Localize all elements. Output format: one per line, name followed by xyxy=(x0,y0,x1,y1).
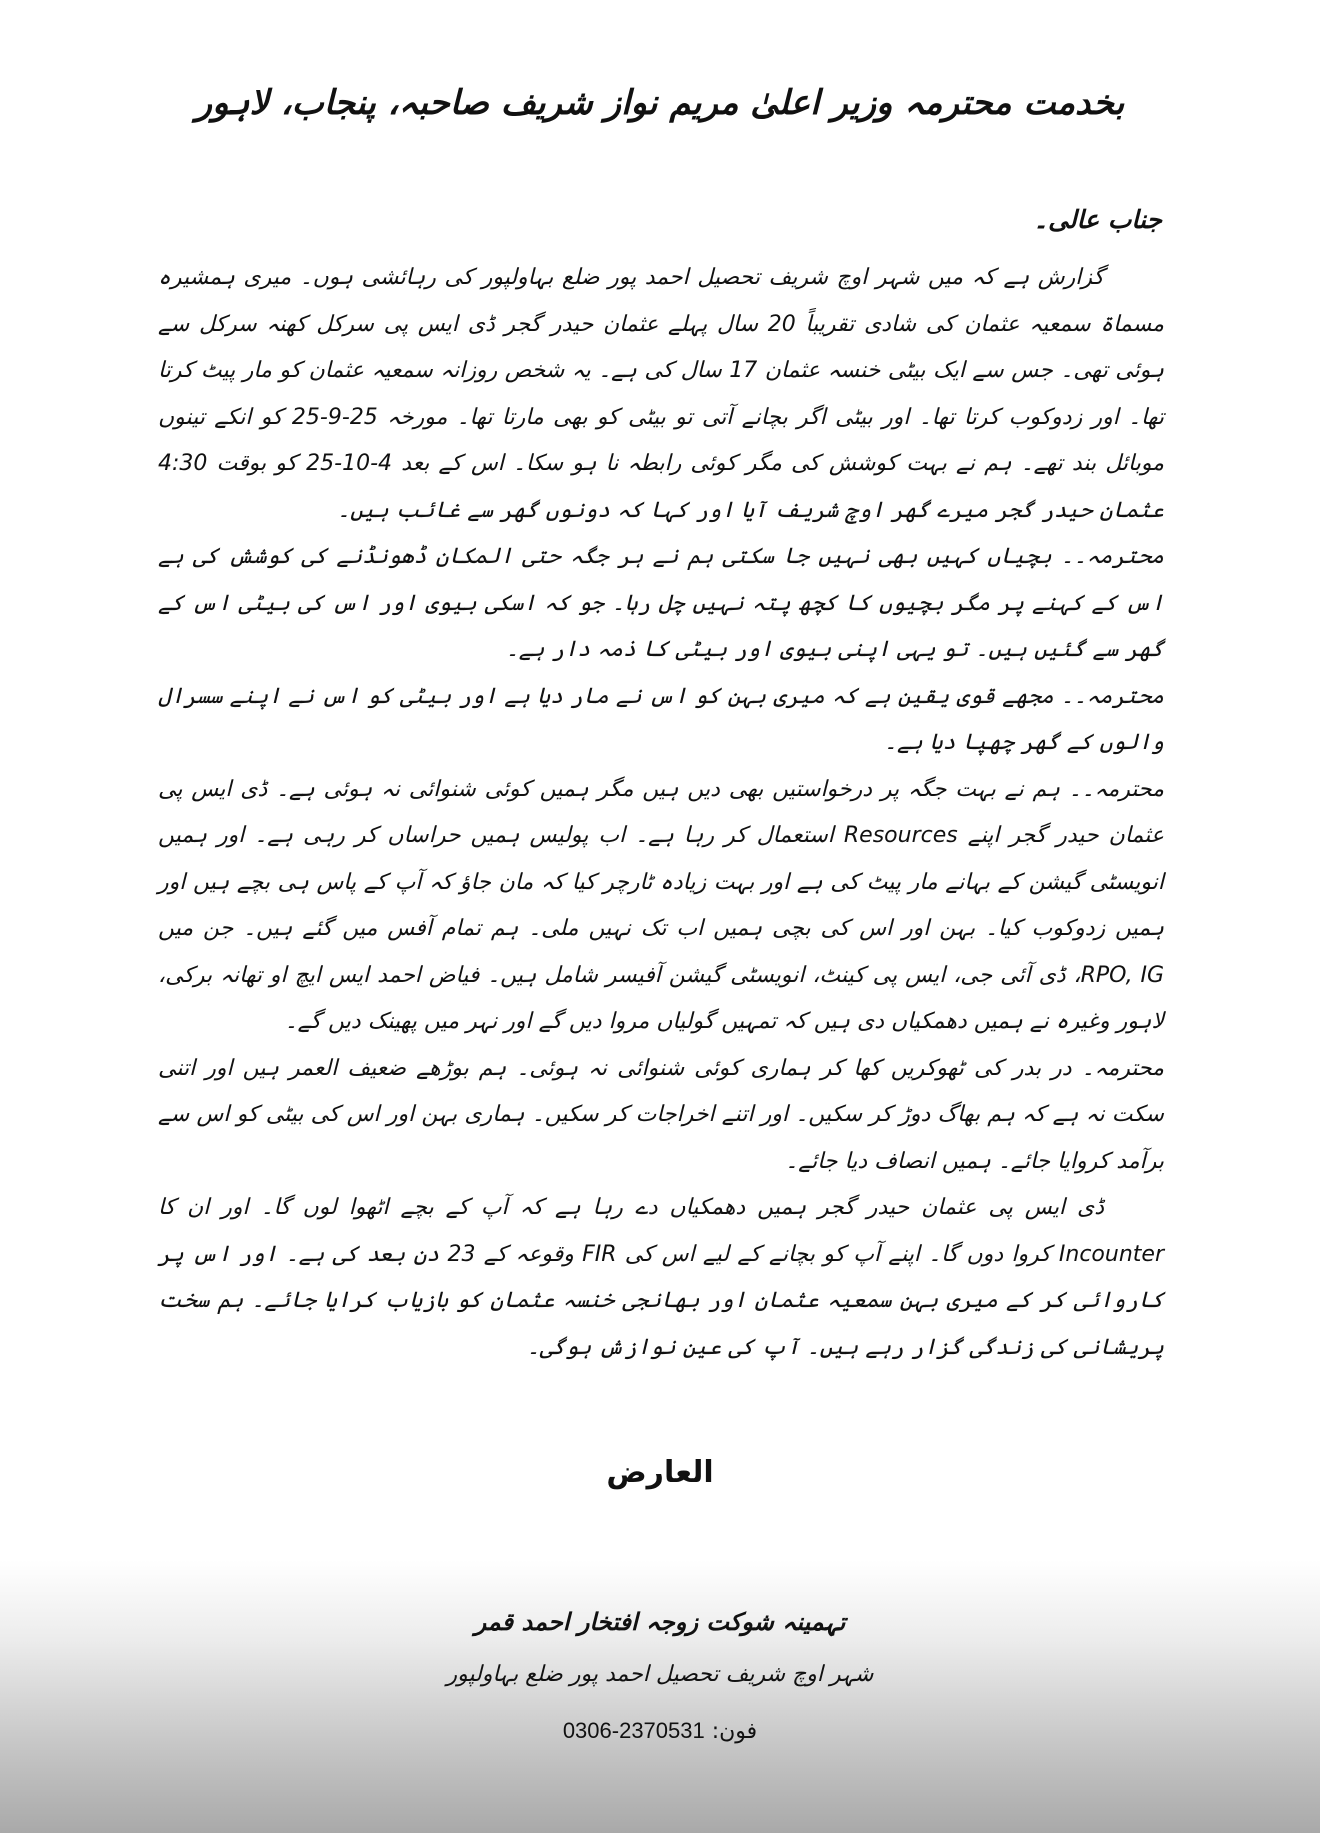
phone-label: فون: xyxy=(711,1719,758,1744)
letter-body xyxy=(158,255,1164,1371)
signatory-name: تہمینہ شوکت زوجہ افتخار احمد قمر xyxy=(474,1608,846,1636)
salutation: جناب عالی۔ xyxy=(1033,205,1162,234)
paragraph-plea: محترمہ۔ در بدر کی ٹھوکریں کھا کر ہماری کوئی شنوائی نہ ہوئی۔ ہم بوڑھے ضعیف العمر ہیں اور اتنی سکت نہ ہے کہ ہم بھاگ دوڑ کر سکیں۔ اور اتنے اخراجات کر سکیں۔ ہماری بہن اور اس کی بیٹی کو اس سے برآمد کروایا جائے۔ ہمیں انصاف دیا جائے۔ xyxy=(158,1055,1164,1174)
paragraph-threats: ڈی ایس پی عثمان حیدر گجر ہمیں دھمکیاں دے رہا ہے کہ آپ کے بچے اٹھوا لوں گا۔ اور ان کا Incounter کروا دوں گا۔ اپنے آپ کو بچانے کے لیے اس کی FIR وقوعہ کے 23 دن بعد کی ہے۔ اور اس پر کاروائی کر کے میری بہن سمعیہ عثمان اور بھانجی خنسہ عثمان کو بازیاب کرایا جائے۔ ہم سخت پریشانی کی زندگی گزار رہے ہیں۔ آپ کی عین نوازش ہوگی۔ xyxy=(158,1195,1164,1360)
paragraph-belief: محترمہ۔۔ مجھے قوی یقین ہے کہ میری بہن کو اس نے مار دیا ہے اور بیٹی کو اس نے اپنے سسرال والوں کے گھر چھپا دیا ہے۔ xyxy=(158,683,1164,755)
signatory-address: شہر اوچ شریف تحصیل احمد پور ضلع بہاولپور xyxy=(446,1662,874,1687)
paragraph-complaints: محترمہ۔۔ ہم نے بہت جگہ پر درخواستیں بھی دیں ہیں مگر ہمیں کوئی شنوائی نہ ہوئی ہے۔ ڈی ایس پی عثمان حیدر گجر اپنے Resources استعمال کر رہا ہے۔ اب پولیس ہمیں حراساں کر رہی ہے۔ اور ہمیں انویسٹی گیشن کے بہانے مار پیٹ کی ہے اور بہت زیادہ ٹارچر کیا کہ مان جاؤ کہ آپ کے پاس ہی بچے ہیں اور ہمیں زدوکوب کیا۔ بہن اور اس کی بچی ہمیں اب تک نہیں ملی۔ ہم تمام آفس میں گئے ہیں۔ جن میں RPO, IG، ڈی آئی جی، ایس پی کینٹ، انویسٹی گیشن آفیسر شامل ہیں۔ فیاض احمد ایس ایچ او تھانہ برکی، لاہور وغیرہ نے ہمیں دھمکیاں دی ہیں کہ تمہیں گولیاں مروا دیں گے اور نہر میں پھینک دیں گے۔ xyxy=(158,776,1165,1034)
paragraph-intro: گزارش ہے کہ میں شہر اوچ شریف تحصیل احمد پور ضلع بہاولپور کی رہائشی ہوں۔ میری ہمشیرہ مسماۃ سمعیہ عثمان کی شادی تقریباً 20 سال پہلے عثمان حیدر گجر ڈی ایس پی سرکل کھنہ سرکل سے ہوئی تھی۔ جس سے ایک بیٹی خنسہ عثمان 17 سال کی ہے۔ یہ شخص روزانہ سمعیہ عثمان کو مار پیٹ کرتا تھا۔ اور زدوکوب کرتا تھا۔ اور بیٹی اگر بچانے آتی تو بیٹی کو بھی مارتا تھا۔ مورخہ 25-9-25 کو انکے تینوں موبائل بند تھے۔ ہم نے بہت کوشش کی مگر کوئی رابطہ نا ہو سکا۔ اس کے بعد 4-10-25 کو بوقت 4:30 عثمان حیدر گجر میرے گھر اوچ شریف آیا اور کہا کہ دونوں گھر سے غائب ہیں۔ xyxy=(158,265,1165,523)
paragraph-search: محترمہ۔۔ بچیاں کہیں بھی نہیں جا سکتی ہم نے ہر جگہ حتی المکان ڈھونڈنے کی کوشش کی ہے اس کے کہنے پر مگر بچیوں کا کچھ پتہ نہیں چل رہا۔ جو کہ اسکی بیوی اور اس کی بیٹی اس کے گھر سے گئیں ہیں۔ تو یہی اپنی بیوی اور بیٹی کا ذمہ دار ہے۔ xyxy=(158,544,1164,662)
phone-number: 0306-2370531 xyxy=(562,1718,705,1743)
signatory-phone xyxy=(0,1718,1320,1744)
letter-title: بخدمت محترمہ وزیر اعلیٰ مریم نواز شریف صاحبہ، پنجاب، لاہور xyxy=(195,83,1125,123)
closing-label: العارض xyxy=(606,1455,714,1490)
